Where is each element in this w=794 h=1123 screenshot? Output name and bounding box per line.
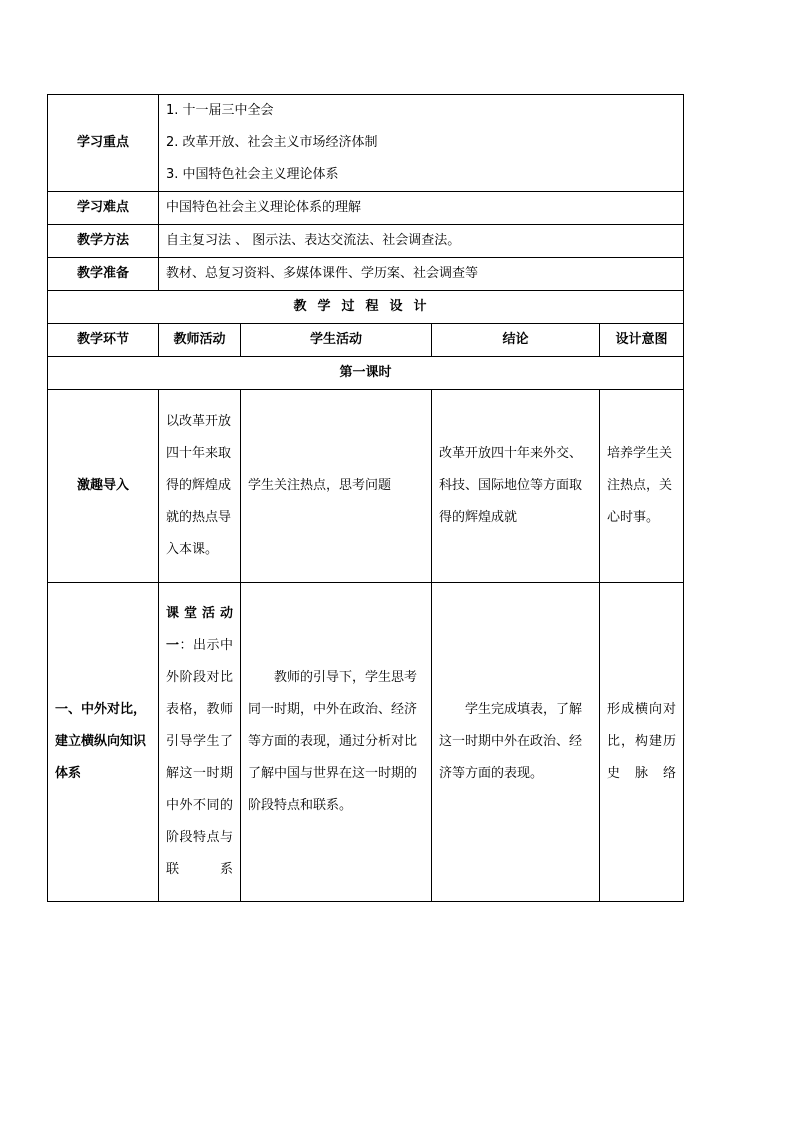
lesson-row [48,357,684,390]
prep-label: 教学准备 [48,258,159,291]
header-teacher: 教师活动 [159,324,241,357]
header-student: 学生活动 [241,324,432,357]
focus-list [159,95,684,192]
focus-item: 3. 中国特色社会主义理论体系 [166,167,339,182]
difficulty-row [48,192,684,225]
lesson-label: 第一课时 [48,357,684,390]
row1-student: 学生关注热点，思考问题 [241,390,432,583]
table-row [48,583,684,902]
row2-stage: 一、中外对比，建立横纵向知识体系 [48,583,159,902]
focus-item: 1. 十一届三中全会 [166,103,274,118]
header-intent: 设计意图 [600,324,684,357]
process-header-row [48,324,684,357]
row2-conclusion: 学生完成填表，了解这一时期中外在政治、经济等方面的表现。 [432,583,600,902]
row1-teacher: 以改革开放四十年来取得的辉煌成就的热点导入本课。 [159,390,241,583]
row2-teacher [159,583,241,902]
row1-conclusion: 改革开放四十年来外交、科技、国际地位等方面取得的辉煌成就 [432,390,600,583]
row1-stage: 激趣导入 [48,390,159,583]
focus-label: 学习重点 [48,95,159,192]
difficulty-value: 中国特色社会主义理论体系的理解 [159,192,684,225]
method-row [48,225,684,258]
row2-intent: 形成横向对比，构建历史脉络 [600,583,684,902]
prep-value: 教材、总复习资料、多媒体课件、学历案、社会调查等 [159,258,684,291]
header-stage: 教学环节 [48,324,159,357]
row2-teacher-activity-label: 课堂活动一 [166,606,233,653]
process-title: 教学过程设计 [48,291,684,324]
prep-row [48,258,684,291]
header-conclusion: 结论 [432,324,600,357]
table-row [48,390,684,583]
row1-intent: 培养学生关注热点，关心时事。 [600,390,684,583]
process-title-row [48,291,684,324]
lesson-plan-table [47,94,684,902]
method-label: 教学方法 [48,225,159,258]
focus-item: 2. 改革开放、社会主义市场经济体制 [166,135,378,150]
difficulty-label: 学习难点 [48,192,159,225]
focus-row [48,95,684,192]
row2-student: 教师的引导下，学生思考同一时期，中外在政治、经济等方面的表现，通过分析对比了解中国与世界在这一时期的阶段特点和联系。 [241,583,432,902]
method-value: 自主复习法 、 图示法、表达交流法、社会调查法。 [159,225,684,258]
row2-teacher-text: ：出示中外阶段对比表格，教师引导学生了解这一时期中外不同的阶段特点与联系 [166,638,233,877]
